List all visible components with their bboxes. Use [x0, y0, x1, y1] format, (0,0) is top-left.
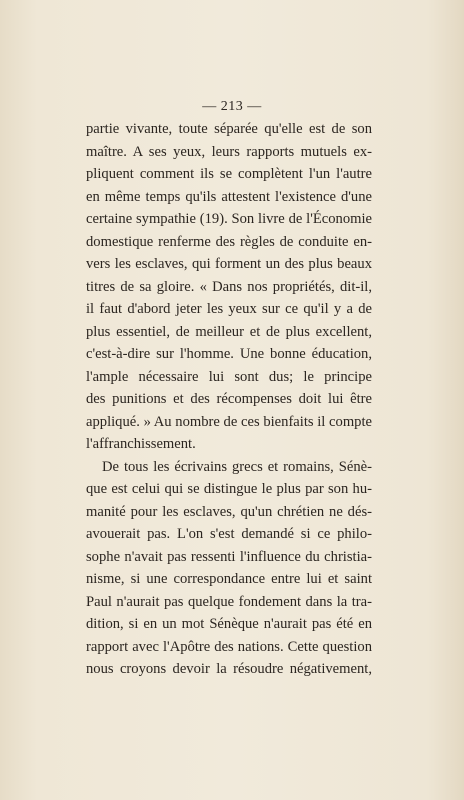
text-line: nisme, si une correspondance entre lui et saint	[86, 571, 372, 587]
text-line: appliqué. » Au nombre de ces bienfaits il compte	[86, 413, 372, 430]
text-line: pliquent comment ils se complètent l'un l'autre	[86, 166, 372, 182]
text-line: l'ample nécessaire lui sont dus; le principe	[86, 368, 372, 385]
text-line: rapport avec l'Apôtre des nations. Cette question	[86, 638, 372, 655]
body-text	[86, 118, 372, 681]
text-line: dition, si en un mot Sénèque n'aurait pas été en	[86, 616, 372, 632]
text-line: c'est-à-dire sur l'homme. Une bonne éducation,	[86, 346, 372, 362]
text-line: sophe n'avait pas ressenti l'influence du christia-	[86, 548, 372, 565]
text-line: partie vivante, toute séparée qu'elle est de son	[86, 121, 372, 137]
text-line: nous croyons devoir la résoudre négativement,	[86, 661, 372, 677]
text-line: avouerait pas. L'on s'est demandé si ce philo-	[86, 526, 372, 542]
page-number: — 213 —	[202, 99, 262, 114]
text-line: en même temps qu'ils attestent l'existence d'une	[86, 188, 372, 205]
text-line: manité pour les esclaves, qu'un chrétien ne dés-	[86, 503, 372, 520]
text-line: vers les esclaves, qui forment un des plus beaux	[86, 256, 372, 272]
text-line: des punitions et des récompenses doit lui être	[86, 391, 372, 407]
text-line: certaine sympathie (19). Son livre de l'Économie	[86, 211, 372, 227]
text-line: maître. A ses yeux, leurs rapports mutuels ex-	[86, 143, 372, 160]
paragraph-2	[86, 456, 372, 681]
paragraph-1	[86, 118, 372, 456]
text-line: que est celui qui se distingue le plus par son hu-	[86, 481, 372, 497]
text-line: domestique renferme des règles de conduite en-	[86, 233, 372, 250]
text-line: l'affranchissement.	[86, 436, 196, 452]
text-line: il faut d'abord jeter les yeux sur ce qu'il y a de	[86, 301, 372, 317]
text-line: Paul n'aurait pas quelque fondement dans la tra-	[86, 593, 372, 610]
text-line: titres de sa gloire. « Dans nos propriétés, dit-il,	[86, 278, 372, 295]
text-line: plus essentiel, de meilleur et de plus excellent,	[86, 323, 372, 340]
text-line: De tous les écrivains grecs et romains, Sénè-	[102, 458, 372, 475]
